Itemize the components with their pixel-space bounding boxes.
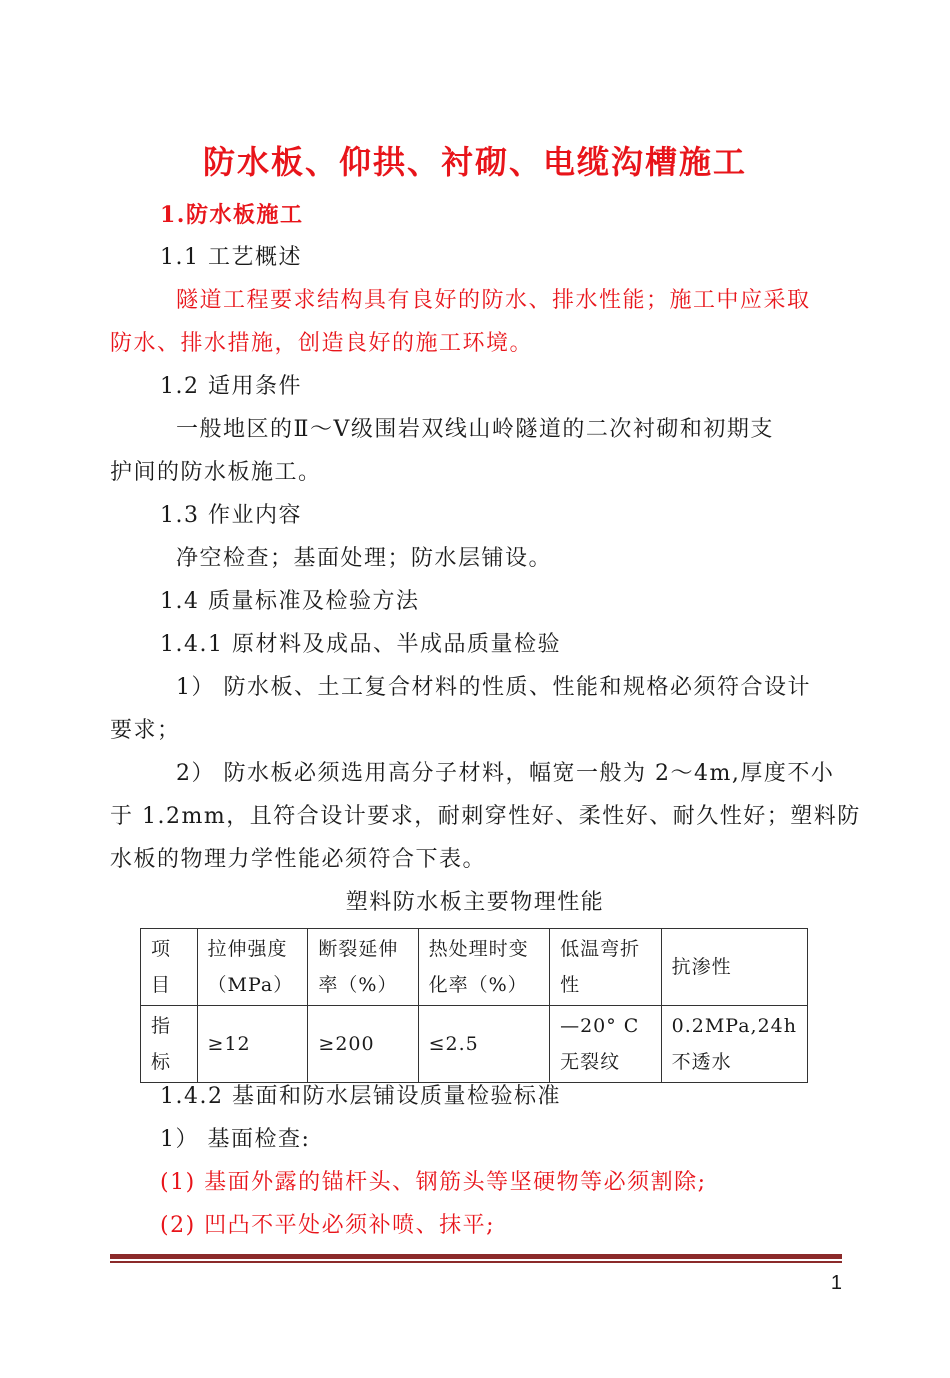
paragraph-1-2-line1: 一般地区的Ⅱ～Ⅴ级围岩双线山岭隧道的二次衬砌和初期支 [176, 417, 774, 442]
heading-1-1: 1.1 工艺概述 [160, 245, 302, 270]
paragraph-1-3: 净空检查；基面处理；防水层铺设。 [176, 546, 553, 571]
item-2-line2: 于 1.2mm，且符合设计要求，耐刺穿性好、柔性好、耐久性好；塑料防 [110, 804, 861, 829]
item-1-line1: 1） 防水板、土工复合材料的性质、性能和规格必须符合设计 [176, 675, 811, 700]
properties-table [140, 928, 808, 1083]
item-2-line3: 水板的物理力学性能必须符合下表。 [110, 847, 487, 872]
heading-1-4-2: 1.4.2 基面和防水层铺设质量检验标准 [160, 1084, 561, 1109]
table-cell: ≤2.5 [418, 1006, 550, 1083]
table-header-cell: 项目 [141, 929, 198, 1006]
item-2-line1: 2） 防水板必须选用高分子材料，幅宽一般为 2～4m,厚度不小 [176, 761, 835, 786]
section-heading-1: 1.防水板施工 [160, 202, 304, 228]
heading-1-4: 1.4 质量标准及检验方法 [160, 589, 420, 614]
table-header-cell: 断裂延伸率（%） [308, 929, 418, 1006]
heading-1-3: 1.3 作业内容 [160, 503, 302, 528]
page-title: 防水板、仰拱、衬砌、电缆沟槽施工 [202, 143, 747, 181]
table-caption: 塑料防水板主要物理性能 [345, 890, 605, 915]
table-cell: —20° C 无裂纹 [550, 1006, 662, 1083]
heading-1-2: 1.2 适用条件 [160, 374, 302, 399]
footer-rule-thick [110, 1254, 842, 1259]
paragraph-1-1-line2: 防水、排水措施，创造良好的施工环境。 [110, 331, 534, 356]
table-header-row [141, 929, 808, 1006]
paragraph-1-1-line1: 隧道工程要求结构具有良好的防水、排水性能；施工中应采取 [176, 288, 811, 313]
sub-item-2: (2) 凹凸不平处必须补喷、抹平; [160, 1213, 496, 1238]
sub-item-1: (1) 基面外露的锚杆头、钢筋头等坚硬物等必须割除; [160, 1170, 707, 1195]
base-check-item: 1） 基面检查: [160, 1127, 311, 1152]
table-cell: ≥200 [308, 1006, 418, 1083]
table-row [141, 1006, 808, 1083]
footer-rule-thin [110, 1261, 842, 1263]
page-number: 1 [830, 1272, 842, 1294]
table-header-cell: 热处理时变化率（%） [418, 929, 550, 1006]
table-cell: ≥12 [197, 1006, 308, 1083]
item-1-line2: 要求； [110, 718, 181, 743]
table-header-cell: 拉伸强度（MPa） [197, 929, 308, 1006]
table-cell: 0.2MPa,24h 不透水 [661, 1006, 807, 1083]
paragraph-1-2-line2: 护间的防水板施工。 [110, 460, 322, 485]
heading-1-4-1: 1.4.1 原材料及成品、半成品质量检验 [160, 632, 561, 657]
table-cell: 指标 [141, 1006, 198, 1083]
table-header-cell: 低温弯折性 [550, 929, 662, 1006]
table-header-cell: 抗渗性 [661, 929, 807, 1006]
